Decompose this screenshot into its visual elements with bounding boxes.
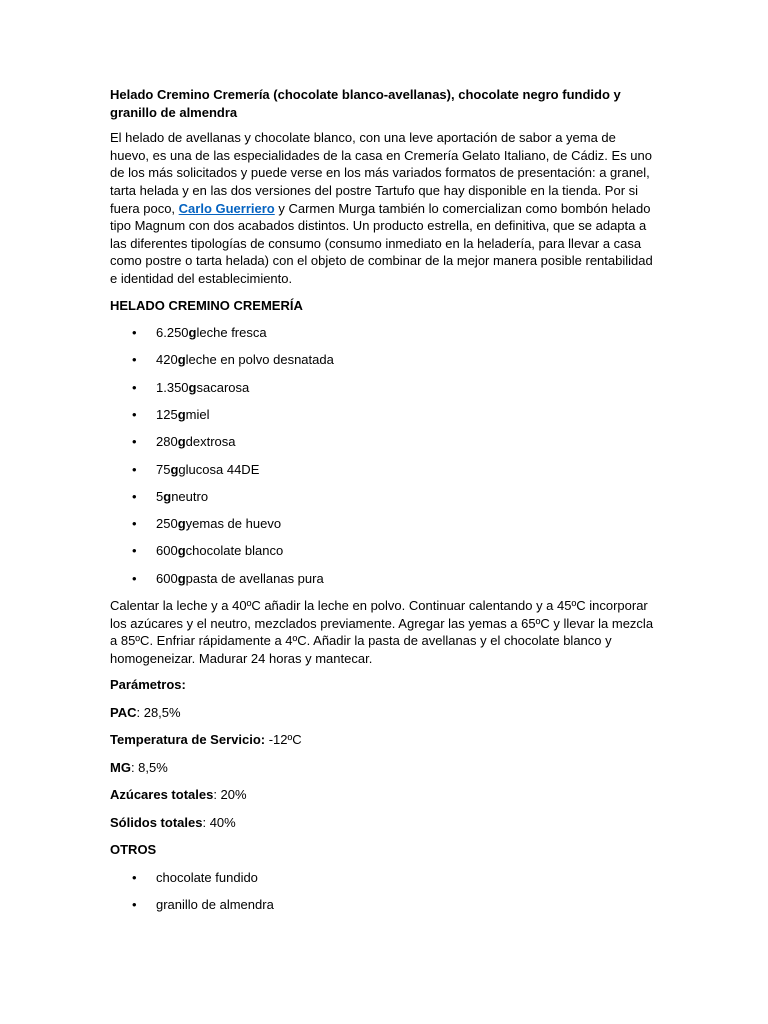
param-value: : 40%: [202, 814, 236, 830]
bullet-icon: •: [132, 543, 137, 559]
others-item: [110, 869, 658, 887]
param-value: : 28,5%: [136, 704, 181, 720]
intro-text-1: El helado de avellanas y chocolate blanco, con una leve aportación de sabor a yema de huevo, es una de las especialidades de la casa en Cremería Gelato Italiano, de Cádiz. Es uno de los más solicitados y puede verse en los más variados formatos de presentación: a granel, tarta helada y en las dos versiones del postre Tartufo que hay disponible en la tienda. Por si fuera poco,: [110, 130, 653, 216]
param-key: MG: [110, 759, 131, 775]
ingredient-qty: 75: [156, 461, 171, 477]
ingredient-qty: 420: [156, 352, 178, 368]
intro-text-2: y Carmen Murga también lo comercializan como bombón helado tipo Magnum con dos acabados distintos. Un producto estrella, en definitiva, que se adapta a las diferentes tipologías de consumo (consumo inmediato en la heladería, para llevar a casa como postre o tarta helada) con el objeto de combinar de la mejor manera posible rentabilidad e identidad del establecimiento.: [110, 200, 653, 286]
params-heading-label: Parámetros:: [110, 677, 186, 693]
param-row-mg: [110, 759, 658, 777]
bullet-icon: •: [132, 897, 137, 913]
others-item: [110, 896, 658, 914]
bullet-icon: •: [132, 570, 137, 586]
ingredient-unit: g: [177, 516, 186, 532]
param-key: Temperatura de Servicio:: [110, 732, 266, 748]
ingredient-item: [110, 488, 658, 506]
bullet-icon: •: [132, 379, 137, 395]
others-item-label: granillo de almendra: [156, 897, 274, 913]
ingredient-qty: 600: [156, 570, 178, 586]
ingredient-qty: 6.250: [156, 325, 189, 341]
ingredient-qty: 280: [156, 434, 178, 450]
ingredient-unit: g: [177, 434, 186, 450]
others-heading: OTROS: [110, 842, 157, 858]
ingredient-item: [110, 324, 658, 342]
carlo-guerriero-link[interactable]: Carlo Guerriero: [178, 200, 275, 216]
ingredient-item: [110, 542, 658, 560]
ingredient-item: [110, 433, 658, 451]
ingredient-name: glucosa 44DE: [178, 461, 260, 477]
ingredient-unit: g: [177, 352, 186, 368]
intro-paragraph: [110, 129, 658, 287]
recipe-heading: HELADO CREMINO CREMERÍA: [110, 297, 303, 313]
ingredient-list: [110, 324, 658, 587]
ingredient-name: leche fresca: [196, 325, 267, 341]
param-key: Sólidos totales: [110, 814, 203, 830]
others-list: [110, 869, 658, 914]
others-item-label: chocolate fundido: [156, 869, 258, 885]
param-row-pac: [110, 704, 658, 722]
param-key: Azúcares totales: [110, 787, 214, 803]
param-value: -12ºC: [265, 732, 302, 748]
ingredient-name: sacarosa: [196, 379, 250, 395]
bullet-icon: •: [132, 488, 137, 504]
bullet-icon: •: [132, 434, 137, 450]
param-value: : 8,5%: [130, 759, 168, 775]
param-row-temperature: [110, 731, 658, 749]
param-row-solids: [110, 814, 658, 832]
ingredient-unit: g: [188, 325, 197, 341]
ingredient-item: [110, 570, 658, 588]
ingredient-qty: 125: [156, 406, 178, 422]
ingredient-qty: 600: [156, 543, 178, 559]
ingredient-qty: 5: [156, 488, 164, 504]
ingredient-unit: g: [170, 461, 179, 477]
ingredient-qty: 1.350: [156, 379, 189, 395]
ingredient-qty: 250: [156, 516, 178, 532]
params-heading: [110, 676, 658, 694]
ingredient-unit: g: [188, 379, 197, 395]
ingredient-name: miel: [185, 406, 210, 422]
ingredient-item: [110, 515, 658, 533]
ingredient-name: yemas de huevo: [185, 516, 282, 532]
ingredient-name: leche en polvo desnatada: [185, 352, 334, 368]
recipe-title: Helado Cremino Cremería (chocolate blanco-avellanas), chocolate negro fundido y granillo de almendra: [110, 87, 621, 120]
ingredient-item: [110, 379, 658, 397]
param-value: : 20%: [213, 787, 247, 803]
ingredient-unit: g: [163, 488, 172, 504]
param-key: PAC: [110, 704, 137, 720]
ingredient-name: chocolate blanco: [185, 543, 284, 559]
ingredient-unit: g: [177, 570, 186, 586]
ingredient-name: dextrosa: [185, 434, 236, 450]
ingredient-item: [110, 406, 658, 424]
ingredient-unit: g: [177, 406, 186, 422]
ingredient-name: neutro: [171, 488, 209, 504]
ingredient-unit: g: [177, 543, 186, 559]
bullet-icon: •: [132, 325, 137, 341]
bullet-icon: •: [132, 869, 137, 885]
bullet-icon: •: [132, 406, 137, 422]
ingredient-item: [110, 351, 658, 369]
param-row-sugars: [110, 786, 658, 804]
ingredient-name: pasta de avellanas pura: [185, 570, 324, 586]
ingredient-item: [110, 461, 658, 479]
bullet-icon: •: [132, 461, 137, 477]
bullet-icon: •: [132, 516, 137, 532]
bullet-icon: •: [132, 352, 137, 368]
method-paragraph: Calentar la leche y a 40ºC añadir la leche en polvo. Continuar calentando y a 45ºC incorporar los azúcares y el neutro, mezclados previamente. Agregar las yemas a 65ºC y llevar la mezcla a 85ºC. Enfriar rápidamente a 4ºC. Añadir la pasta de avellanas y el chocolate blanco y homogeneizar. Madurar 24 horas y mantecar.: [110, 597, 654, 666]
